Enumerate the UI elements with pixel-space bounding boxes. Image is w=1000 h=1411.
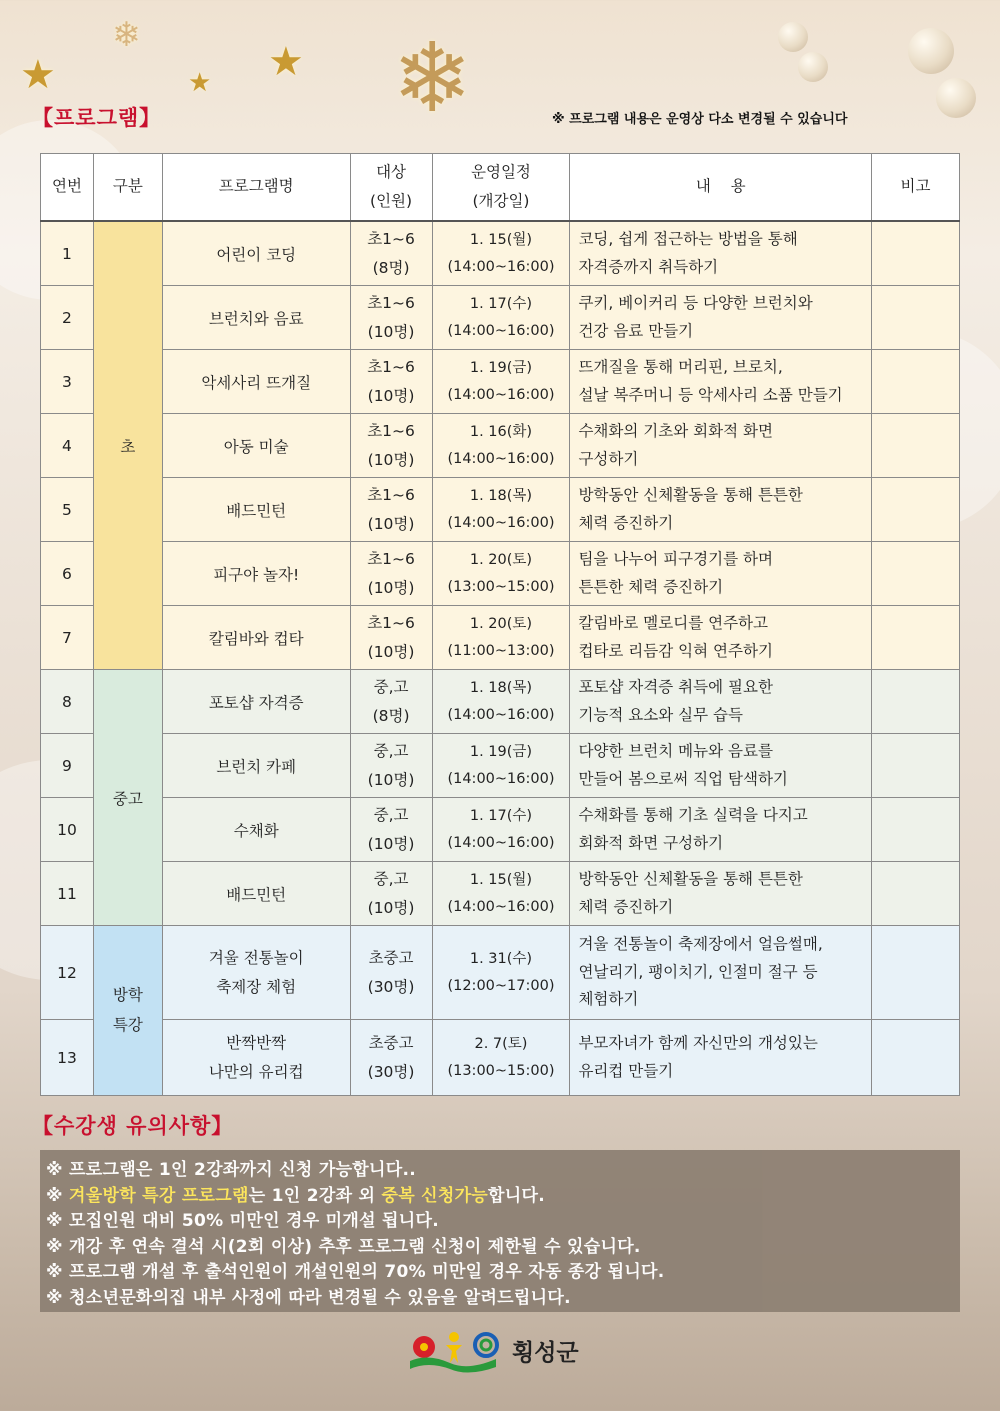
schedule-cell (432, 350, 570, 414)
star-icon: ★ (188, 68, 212, 98)
content-line: 뜨개질을 통해 머리핀, 브로치, (578, 357, 783, 376)
col-target-l1: 대상 (376, 162, 407, 181)
program-name-l1: 반짝반짝 (226, 1033, 287, 1052)
target: 초중고 (368, 1033, 414, 1052)
content-line: 구성하기 (578, 449, 639, 468)
start-date: 1. 31(수) (469, 950, 533, 967)
table-row (41, 350, 960, 414)
content-line: 다양한 브런치 메뉴와 음료를 (578, 741, 773, 760)
target: 초1~6 (367, 549, 415, 568)
content-line: 부모자녀가 함께 자신만의 개성있는 (578, 1033, 818, 1052)
program-name: 칼림바와 컵타 (162, 606, 350, 670)
program-name: 수채화 (162, 798, 350, 862)
content-cell (570, 862, 872, 926)
target-cell (350, 734, 432, 798)
remark-cell (872, 286, 960, 350)
reference-mark: ※ (46, 1262, 63, 1282)
remark-cell (872, 542, 960, 606)
capacity: (10명) (367, 450, 415, 469)
target: 초1~6 (367, 229, 415, 248)
capacity: (10명) (367, 834, 415, 853)
reference-mark: ※ (46, 1160, 63, 1180)
time: (14:00~16:00) (447, 322, 555, 339)
col-schedule-l1: 운영일정 (471, 162, 531, 181)
table-row (41, 926, 960, 1020)
content-line: 회화적 화면 구성하기 (578, 833, 724, 852)
schedule-cell (432, 670, 570, 734)
capacity: (30명) (367, 977, 415, 996)
remark-cell (872, 221, 960, 286)
star-icon: ★ (268, 39, 304, 85)
table-header-row (41, 154, 960, 222)
row-no: 10 (41, 798, 94, 862)
target: 중,고 (373, 677, 409, 696)
col-schedule (432, 154, 570, 222)
content-line: 유리컵 만들기 (578, 1061, 674, 1080)
start-date: 1. 15(월) (469, 231, 533, 248)
program-name: 배드민턴 (162, 478, 350, 542)
snowflake-icon: ❄ (392, 22, 473, 134)
start-date: 1. 20(토) (469, 615, 533, 632)
schedule-cell (432, 221, 570, 286)
content-line: 컵타로 리듬감 익혀 연주하기 (578, 641, 773, 660)
program-name: 포토샵 자격증 (162, 670, 350, 734)
start-date: 2. 7(토) (474, 1035, 528, 1052)
content-cell (570, 606, 872, 670)
capacity: (10명) (367, 898, 415, 917)
time: (12:00~17:00) (447, 977, 555, 994)
schedule-cell (432, 734, 570, 798)
caution-text: 프로그램 개설 후 출석인원이 개설인원의 70% 미만일 경우 자동 종강 됩니다. (69, 1262, 665, 1282)
program-name-l1: 겨울 전통놀이 (208, 948, 304, 967)
target-cell (350, 1020, 432, 1096)
target-cell (350, 221, 432, 286)
category-vacation-special (93, 926, 162, 1096)
reference-mark: ※ (46, 1287, 63, 1308)
program-name-l2: 축제장 체험 (216, 977, 297, 996)
time: (13:00~15:00) (447, 1062, 555, 1079)
table-row (41, 798, 960, 862)
col-target (350, 154, 432, 222)
start-date: 1. 17(수) (469, 807, 533, 824)
ornament-icon (908, 28, 954, 74)
remark-cell (872, 862, 960, 926)
caution-item (46, 1184, 960, 1210)
target: 초1~6 (367, 613, 415, 632)
row-no: 7 (41, 606, 94, 670)
target-cell (350, 542, 432, 606)
time: (13:00~15:00) (447, 578, 555, 595)
time: (14:00~16:00) (447, 898, 555, 915)
row-no: 2 (41, 286, 94, 350)
content-line: 칼림바로 멜로디를 연주하고 (578, 613, 768, 632)
start-date: 1. 20(토) (469, 551, 533, 568)
table-row (41, 542, 960, 606)
schedule-cell (432, 478, 570, 542)
caution-item (46, 1235, 960, 1261)
target: 초1~6 (367, 293, 415, 312)
remark-cell (872, 926, 960, 1020)
target: 중,고 (373, 805, 409, 824)
target-cell (350, 478, 432, 542)
content-line: 만들어 봄으로써 직업 탐색하기 (578, 769, 788, 788)
content-line: 튼튼한 체력 증진하기 (578, 577, 724, 596)
time: (14:00~16:00) (447, 770, 555, 787)
target-cell (350, 350, 432, 414)
content-cell (570, 734, 872, 798)
ornament-icon (798, 52, 828, 82)
target-cell (350, 606, 432, 670)
capacity: (8명) (372, 706, 410, 725)
cautions-box (40, 1150, 960, 1312)
caution-text: 는 1인 2강좌 외 (248, 1185, 382, 1206)
target-cell (350, 798, 432, 862)
content-cell (570, 542, 872, 606)
col-target-l2: (인원) (370, 192, 413, 210)
start-date: 1. 19(금) (469, 743, 533, 760)
star-icon: ★ (20, 52, 56, 98)
schedule-cell (432, 862, 570, 926)
target: 초1~6 (367, 357, 415, 376)
col-remark: 비고 (872, 154, 960, 222)
caution-text: 모집인원 대비 50% 미만인 경우 미개설 됩니다. (69, 1211, 439, 1231)
capacity: (8명) (372, 258, 410, 277)
capacity: (10명) (367, 514, 415, 533)
program-name (162, 1020, 350, 1096)
remark-cell (872, 478, 960, 542)
caution-item (46, 1209, 960, 1235)
content-line: 체험하기 (578, 990, 639, 1009)
content-cell (570, 926, 872, 1020)
category-special-l2: 특강 (112, 1015, 143, 1034)
capacity: (10명) (367, 386, 415, 405)
caution-text: 합니다. (488, 1185, 545, 1206)
start-date: 1. 17(수) (469, 295, 533, 312)
time: (14:00~16:00) (447, 450, 555, 467)
program-name: 피구야 놀자! (162, 542, 350, 606)
start-date: 1. 18(목) (469, 487, 533, 504)
content-cell (570, 670, 872, 734)
schedule-cell (432, 798, 570, 862)
content-cell (570, 798, 872, 862)
capacity: (10명) (367, 642, 415, 661)
content-line: 코딩, 쉽게 접근하는 방법을 통해 (578, 229, 798, 248)
program-name: 브런치 카페 (162, 734, 350, 798)
content-line: 방학동안 신체활동을 통해 튼튼한 (578, 869, 803, 888)
start-date: 1. 15(월) (469, 871, 533, 888)
content-line: 건강 음료 만들기 (578, 321, 694, 340)
row-no: 8 (41, 670, 94, 734)
col-schedule-l2: (개강일) (472, 192, 530, 210)
schedule-cell (432, 414, 570, 478)
content-line: 포토샵 자격증 취득에 필요한 (578, 677, 773, 696)
time: (14:00~16:00) (447, 834, 555, 851)
county-name: 횡성군 (512, 1340, 579, 1366)
remark-cell (872, 606, 960, 670)
schedule-cell (432, 286, 570, 350)
remark-cell (872, 734, 960, 798)
remark-cell (872, 798, 960, 862)
table-row (41, 221, 960, 286)
target-cell (350, 286, 432, 350)
snowflake-icon: ❄ (112, 15, 141, 55)
target-cell (350, 414, 432, 478)
content-line: 겨울 전통놀이 축제장에서 얼음썰매, (578, 934, 823, 953)
row-no: 5 (41, 478, 94, 542)
content-cell (570, 221, 872, 286)
row-no: 9 (41, 734, 94, 798)
table-row (41, 606, 960, 670)
program-name-l2: 나만의 유리컵 (208, 1062, 304, 1081)
remark-cell (872, 414, 960, 478)
content-line: 기능적 요소와 실무 습득 (578, 705, 743, 724)
row-no: 6 (41, 542, 94, 606)
program-section-title: 【프로그램】 (32, 106, 162, 130)
row-no: 12 (41, 926, 94, 1020)
content-line: 자격증까지 취득하기 (578, 257, 719, 276)
table-row (41, 414, 960, 478)
target: 중,고 (373, 869, 409, 888)
reference-mark: ※ (46, 1236, 63, 1257)
target-cell (350, 670, 432, 734)
col-no: 연번 (41, 154, 94, 222)
target-cell (350, 926, 432, 1020)
content-line: 체력 증진하기 (578, 897, 674, 916)
target: 초1~6 (367, 485, 415, 504)
caution-text: 프로그램은 1인 2강좌까지 신청 가능합니다.. (69, 1160, 416, 1180)
remark-cell (872, 350, 960, 414)
program-table (40, 153, 960, 1096)
content-cell (570, 286, 872, 350)
caution-highlight: 겨울방학 특강 프로그램 (69, 1185, 249, 1206)
program-name (162, 926, 350, 1020)
program-name: 어린이 코딩 (162, 221, 350, 286)
time: (14:00~16:00) (447, 514, 555, 531)
content-line: 방학동안 신체활동을 통해 튼튼한 (578, 485, 803, 504)
content-line: 체력 증진하기 (578, 513, 674, 532)
start-date: 1. 19(금) (469, 359, 533, 376)
capacity: (10명) (367, 578, 415, 597)
target: 초중고 (368, 948, 414, 967)
caution-highlight: 중복 신청가능 (381, 1185, 489, 1206)
cautions-title: 【수강생 유의사항】 (32, 1114, 234, 1138)
start-date: 1. 18(목) (469, 679, 533, 696)
schedule-cell (432, 1020, 570, 1096)
table-row (41, 1020, 960, 1096)
content-line: 수채화의 기초와 회화적 화면 (578, 421, 773, 440)
capacity: (10명) (367, 770, 415, 789)
caution-text: 개강 후 연속 결석 시(2회 이상) 추후 프로그램 신청이 제한될 수 있습니다. (69, 1236, 641, 1257)
content-line: 연날리기, 팽이치기, 인절미 절구 등 (578, 962, 818, 981)
row-no: 1 (41, 221, 94, 286)
table-row (41, 862, 960, 926)
schedule-cell (432, 542, 570, 606)
start-date: 1. 16(화) (469, 423, 533, 440)
program-name: 아동 미술 (162, 414, 350, 478)
content-cell (570, 414, 872, 478)
table-row (41, 670, 960, 734)
content-line: 팀을 나누어 피구경기를 하며 (578, 549, 773, 568)
caution-item (46, 1158, 960, 1184)
ornament-icon (778, 22, 808, 52)
content-cell (570, 350, 872, 414)
content-cell (570, 1020, 872, 1096)
program-name: 배드민턴 (162, 862, 350, 926)
schedule-cell (432, 606, 570, 670)
table-row (41, 286, 960, 350)
content-line: 쿠키, 베이커리 등 다양한 브런치와 (578, 293, 813, 312)
col-content: 내 용 (570, 154, 872, 222)
time: (14:00~16:00) (447, 258, 555, 275)
time: (11:00~13:00) (447, 642, 555, 659)
row-no: 3 (41, 350, 94, 414)
content-cell (570, 478, 872, 542)
capacity: (30명) (367, 1062, 415, 1081)
remark-cell (872, 1020, 960, 1096)
row-no: 4 (41, 414, 94, 478)
caution-item (46, 1286, 960, 1312)
reference-mark: ※ (46, 1185, 63, 1206)
table-row (41, 478, 960, 542)
target: 초1~6 (367, 421, 415, 440)
target-cell (350, 862, 432, 926)
program-name: 브런치와 음료 (162, 286, 350, 350)
category-special-l1: 방학 (112, 986, 143, 1005)
row-no: 11 (41, 862, 94, 926)
capacity: (10명) (367, 322, 415, 341)
col-program: 프로그램명 (162, 154, 350, 222)
col-category: 구분 (93, 154, 162, 222)
category-elementary: 초 (93, 221, 162, 670)
caution-item (46, 1260, 960, 1286)
content-line: 수채화를 통해 기초 실력을 다지고 (578, 805, 808, 824)
target: 중,고 (373, 741, 409, 760)
reference-mark: ※ (46, 1211, 63, 1231)
change-notice: ※ 프로그램 내용은 운영상 다소 변경될 수 있습니다 (552, 112, 848, 127)
remark-cell (872, 670, 960, 734)
table-row (41, 734, 960, 798)
caution-text: 청소년문화의집 내부 사정에 따라 변경될 수 있음을 알려드립니다. (69, 1287, 571, 1308)
program-name: 악세사리 뜨개질 (162, 350, 350, 414)
category-middle-high: 중고 (93, 670, 162, 926)
time: (14:00~16:00) (447, 706, 555, 723)
row-no: 13 (41, 1020, 94, 1096)
time: (14:00~16:00) (447, 386, 555, 403)
schedule-cell (432, 926, 570, 1020)
content-line: 설날 복주머니 등 악세사리 소품 만들기 (578, 385, 843, 404)
ornament-icon (936, 78, 976, 118)
